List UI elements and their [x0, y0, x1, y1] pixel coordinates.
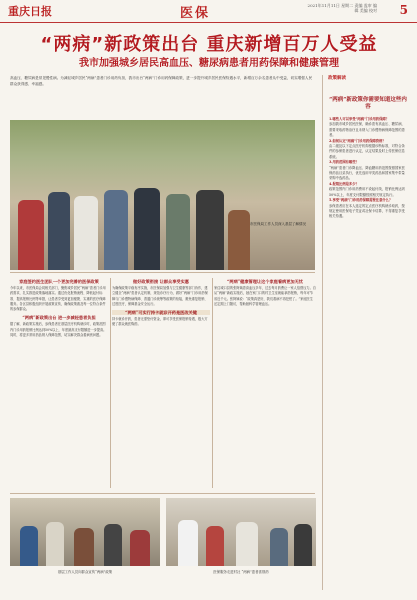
column-text: 持卡就诊开药，患者无需垫付资金，即可享受医保报销待遇，极大方便了群众就医购药。	[112, 317, 208, 327]
sidebar-question: 2.如何认定“两病”门诊用药保障资格？	[329, 138, 386, 143]
sidebar-answer: 政策范围内门诊用药费用不设起付线，报销比例达到50%以上，年度支付限额按照相关规定执行。	[329, 187, 405, 197]
bottom-left-caption: 基层工作人员向群众宣传“两病”政策	[57, 570, 113, 574]
person-figure	[48, 192, 70, 270]
person-figure	[104, 190, 128, 270]
person-figure	[270, 528, 288, 566]
sidebar-answer: 参加我市城乡居民医保，确诊患有高血压、糖尿病，需要采取药物治疗且未纳入门诊慢特病保障范围的患者。	[329, 122, 405, 138]
person-figure	[166, 194, 190, 270]
divider	[10, 272, 315, 273]
photo-caption: 市医保局工作人员深入基层了解情况	[250, 222, 306, 226]
sidebar-qa	[329, 117, 407, 139]
sidebar-title: “两病”新政策你需要知道这些内容	[329, 97, 407, 110]
masthead-logo: 重庆日报	[8, 5, 52, 18]
sidebar-question: 5.享受“两病”门诊用药保障需要注意什么？	[329, 198, 393, 203]
section-title: 医保	[180, 6, 211, 21]
person-figure	[74, 196, 98, 270]
sidebar-question: 1.哪些人可以享受“两病”门诊用药保障？	[329, 117, 389, 121]
person-figure	[130, 530, 150, 566]
column-divider	[110, 278, 111, 488]
article-column-3	[214, 276, 316, 488]
column-text: 今年以来，市医保局会同相关部门，聚焦城乡居民“两病”患者门诊用药需求，扎实推进政策落地落实。通过优化报销流程、降低起付标准、提高报销比例等举措，让患者享受到更加便捷、实惠的医疗保障服务。各区县积极组织开展政策宣传，确保政策惠及每一位符合条件的参保群众。	[10, 286, 106, 312]
column-subtitle: 家庭签约医生团队一个更加完善的医保政策	[19, 279, 99, 284]
sidebar-body	[329, 117, 407, 220]
sidebar-answer: 由二级及以下定点医疗机构根据诊断标准，对符合条件的参保患者进行认定，认定结果及时上传医保信息系统。	[329, 144, 405, 159]
person-figure	[20, 526, 38, 566]
column-text: 为确保政策平稳有序实施，市医保局加强与卫生健康等部门协作，建立健全“两病”患者认定机制，规范诊疗行为，做好“两病”门诊用药保障与门诊慢特病保障、普通门诊统筹等政策的衔接，避免重复报销、过度医疗，保障基金安全运行。	[112, 286, 208, 306]
person-figure	[18, 200, 44, 270]
headline: “两病”新政策出台 重庆新增百万人受益	[40, 34, 378, 55]
person-figure	[196, 190, 224, 270]
lead-paragraph: 高血压、糖尿病是常见慢性病。为减轻城乡居民“两病”患者门诊用药负担，我市出台“两病”门诊用药保障政策，进一步提升城乡居民医保待遇水平，新增百万余名患者从中受益，切实增强人民群众获得感、幸福感。	[10, 76, 313, 86]
person-figure	[236, 522, 258, 566]
person-figure	[294, 524, 312, 566]
bottom-left-photo	[10, 498, 160, 566]
sidebar-answer: “两病”患者门诊降血压、降血糖用药范围按照国家医保药品目录执行，优先选用甲类药品和国家集中带量采购中选药品。	[329, 165, 405, 181]
sidebar-qa	[329, 182, 407, 198]
policy-sidebar	[322, 75, 411, 590]
person-figure	[104, 524, 122, 566]
divider	[10, 493, 315, 494]
article-column-2	[112, 276, 210, 488]
sidebar-qa	[329, 139, 407, 161]
column-text: 家住城口县的张阿姨患高血压多年，过去每月药费让一家人倍感压力。自从“两病”新政实施后，她在家门口的村卫生室就能拿药报销，每年可节省近千元。张阿姨说：“政策真是好，我们看病不再犯愁了。”家庭医生还定期上门随访，帮助她科学管理血压。	[214, 286, 316, 306]
sidebar-tag: 政策解读	[328, 76, 346, 81]
person-figure	[46, 522, 64, 566]
sidebar-qa	[329, 198, 407, 220]
page-number: 5	[399, 3, 408, 17]
column-text: 据了解，新政策实施后，参保患者在基层医疗机构就诊时，政策范围内门诊用药报销比例达到50%以上，年度最高支付限额进一步提高。同时，将更多常用药品纳入保障范围，切实解决群众看病贵问题。	[10, 322, 107, 337]
issue-info: 2021年11月11日 星期二 责编 监审 编辑 美编 校对	[307, 3, 377, 13]
sidebar-question: 3.用药范围有哪些？	[329, 160, 359, 165]
column-subtitle: “两病”健康管理让这个家庭看病更加无忧	[226, 279, 303, 284]
main-photo	[10, 120, 315, 270]
person-figure	[74, 528, 94, 566]
person-figure	[134, 188, 160, 270]
subheadline: 我市加强城乡居民高血压、糖尿病患者用药保障和健康管理	[79, 58, 339, 69]
boxed-subtitle: “两病”可实行持卡就诊开药是医改关键	[112, 310, 210, 315]
bottom-right-photo	[166, 498, 316, 566]
sidebar-question: 4.报销比例是多少？	[329, 181, 359, 186]
person-figure	[178, 520, 198, 566]
sidebar-answer: 参保患者应在本人选定的定点医疗机构就诊取药，按规定使用医保电子凭证或社保卡结算，不得重复享受相关待遇。	[329, 203, 405, 219]
bottom-right-caption: 医保服务走进村社 “两病”患者喜领药	[213, 570, 269, 574]
column-divider	[212, 278, 213, 488]
sidebar-qa	[329, 160, 407, 182]
column-subtitle: “两病”新政策出台 进一步减轻患者负担	[22, 315, 96, 321]
article-column-1	[10, 276, 108, 436]
column-subtitle: 做好政策衔接 让群众享受实惠	[133, 279, 189, 284]
page-header	[0, 0, 417, 23]
person-figure	[228, 210, 250, 270]
person-figure	[206, 526, 224, 566]
